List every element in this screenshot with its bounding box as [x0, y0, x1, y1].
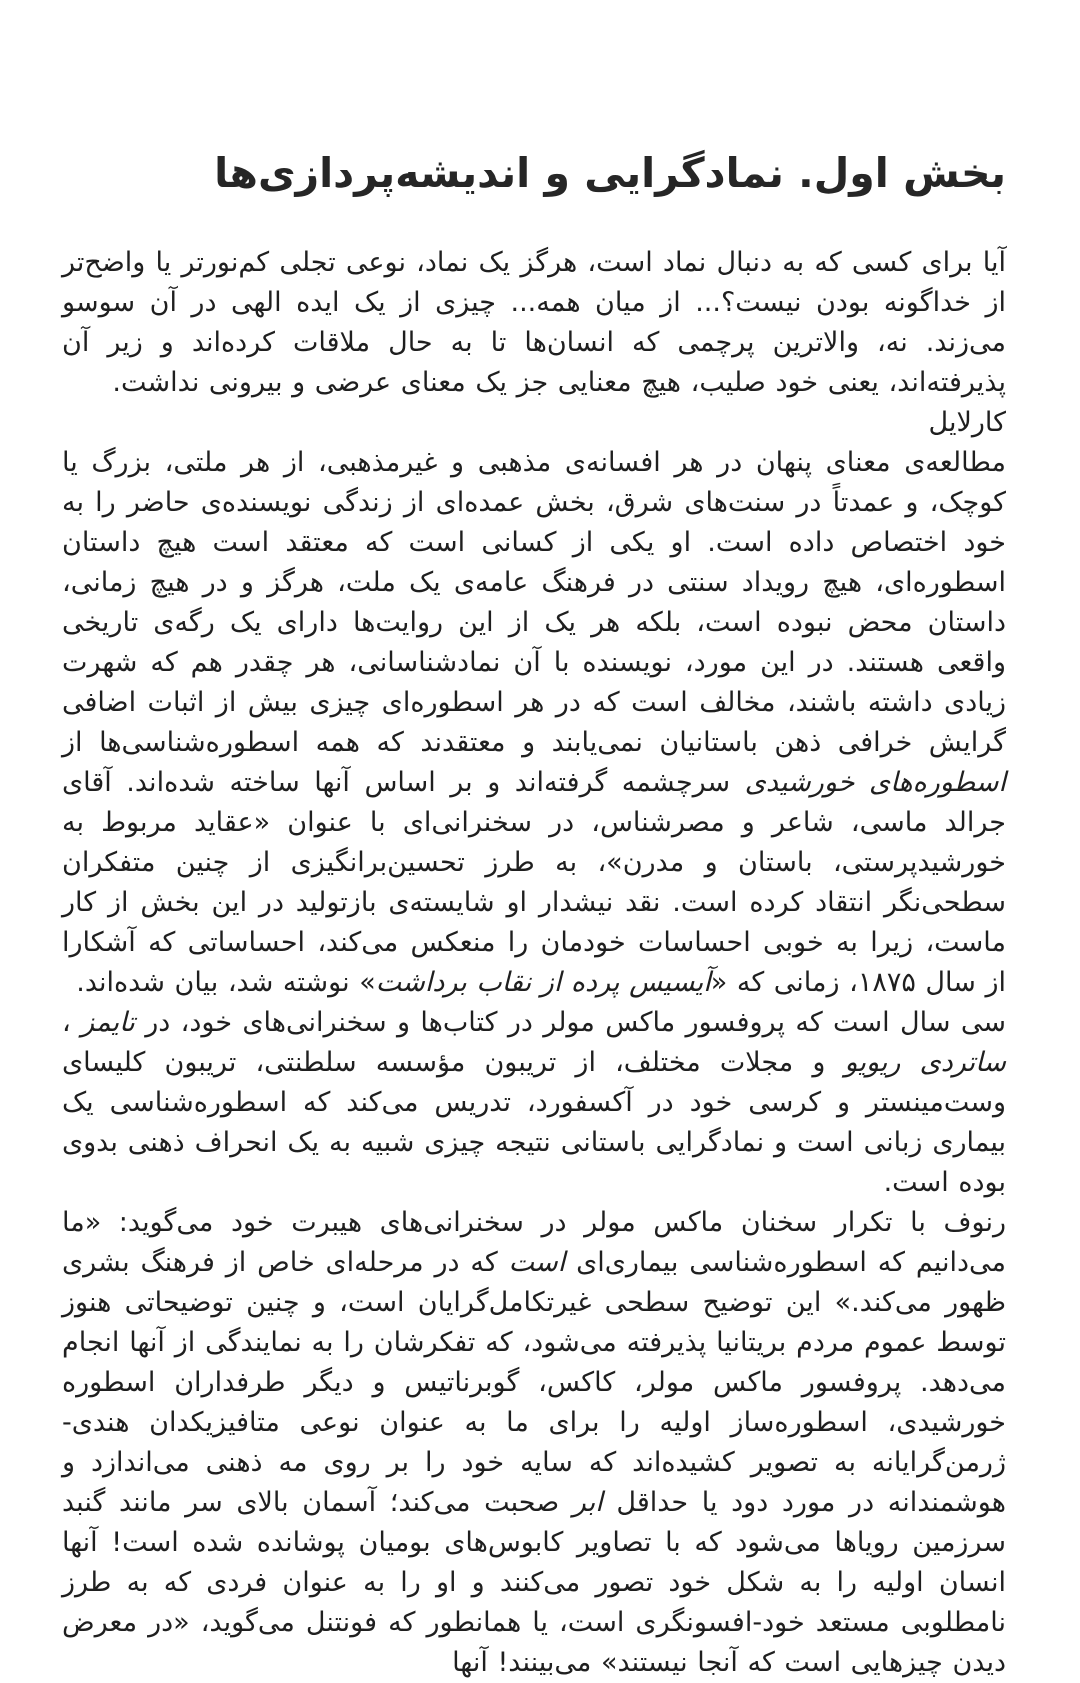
- paragraph-renouf-quote: رنوف با تکرار سخنان ماکس مولر در سخنرانی‌های هیبرت خود می‌گوید: «ما می‌دانیم که اسطوره‌شناسی بیماری‌ای است که در مرحله‌ای خاص از فرهنگ بشری ظهور می‌کند.» این توضیح سطحی غیرتکامل‌گرایان است، و چنین توضیحاتی هنوز توسط عموم مردم بریتانیا پذیرفته می‌شود، که تفکرشان را به نمایندگی از آنها انجام می‌دهد. پروفسور ماکس مولر، کاکس، گوبرناتیس و دیگر طرفداران اسطوره خورشیدی، اسطوره‌ساز اولیه را برای ما به عنوان نوعی متافیزیکدان هندی-ژرمن‌گرایانه به تصویر کشیده‌اند که سایه خود را بر روی مه ذهنی می‌اندازد و هوشمندانه در مورد دود یا حداقل ابر صحبت می‌کند؛ آسمان بالای سر مانند گنبد سرزمین رویاها می‌شود که با تصاویر کابوس‌های بومیان پوشانده شده است! آنها انسان اولیه را به شکل خود تصور می‌کنند و او را به عنوان فردی که به طرز نامطلوبی مستعد خود-افسونگری است، یا همانطور که فونتنل می‌گوید، «در معرض دیدن چیزهایی است که آنجا نیستند» می‌بینند! آنها: [62, 1207, 1007, 1679]
- paragraph-mythology-study: مطالعه‌ی معنای پنهان در هر افسانه‌ی مذهبی و غیرمذهبی، از هر ملتی، بزرگ یا کوچک، و عمدتاً در سنت‌های شرق، بخش عمده‌ای از زندگی نویسنده‌ی حاضر را به خود اختصاص داده است. او یکی از کسانی است که معتقد است هیچ داستان اسطوره‌ای، هیچ رویداد سنتی در فرهنگ عامه‌ی یک ملت، هرگز و در هیچ زمانی، داستان محض نبوده است، بلکه هر یک از این روایت‌ها دارای یک رگه‌ی تاریخی واقعی هستند. در این مورد، نویسنده با آن نمادشناسانی، هر چقدر هم که شهرت زیادی داشته باشند، مخالف است که در هر اسطوره‌ای چیزی بیش از اثبات اضافی گرایش خرافی ذهن باستانیان نمی‌یابند و معتقدند که همه اسطوره‌شناسی‌ها از اسطوره‌های خورشیدی سرچشمه گرفته‌اند و بر اساس آنها ساخته شده‌اند. آقای جرالد ماسی، شاعر و مصرشناس، در سخنرانی‌ای با عنوان «عقاید مربوط به خورشیدپرستی، باستان و مدرن»، به طرز تحسین‌برانگیزی از چنین متفکران سطحی‌نگر انتقاد کرده است. نقد نیشدار او شایسته‌ی بازتولید در این بخش از کار ماست، زیرا به خوبی احساسات خودمان را منعکس می‌کند، احساساتی که آشکارا از سال ۱۸۷۵، زمانی که «آیسیس پرده از نقاب برداشت» نوشته شد، بیان شده‌اند.: [62, 447, 1007, 999]
- epigraph-quote: آیا برای کسی که به دنبال نماد است، هرگز یک نماد، نوعی تجلی کم‌نورتر یا واضح‌تر از خداگونه بودن نیست؟... از میان همه... چیزی از یک ایده الهی در آن سوسو می‌زند. نه، والاترین پرچمی که انسان‌ها تا به حال ملاقات کرده‌اند و زیر آن پذیرفته‌اند، یعنی خود صلیب، هیچ معنایی جز یک معنای عرضی و بیرونی نداشت.: [62, 247, 1006, 399]
- epigraph-attribution: کارلایل: [928, 407, 1006, 439]
- paragraph-max-muller-teaching: سی سال است که پروفسور ماکس مولر در کتاب‌ها و سخنرانی‌های خود، در تایمز ، ساتردی ریویو و مجلات مختلف، از تریبون مؤسسه سلطنتی، تریبون کلیسای وست‌مینستر و کرسی خود در آکسفورد، تدریس می‌کند که اسطوره‌شناسی یک بیماری زبانی است و نمادگرایی باستانی نتیجه چیزی شبیه به یک انحراف ذهنی بدوی بوده است.: [62, 1007, 1007, 1199]
- chapter-title: بخش اول. نمادگرایی و اندیشه‌پردازی‌ها: [214, 149, 1006, 197]
